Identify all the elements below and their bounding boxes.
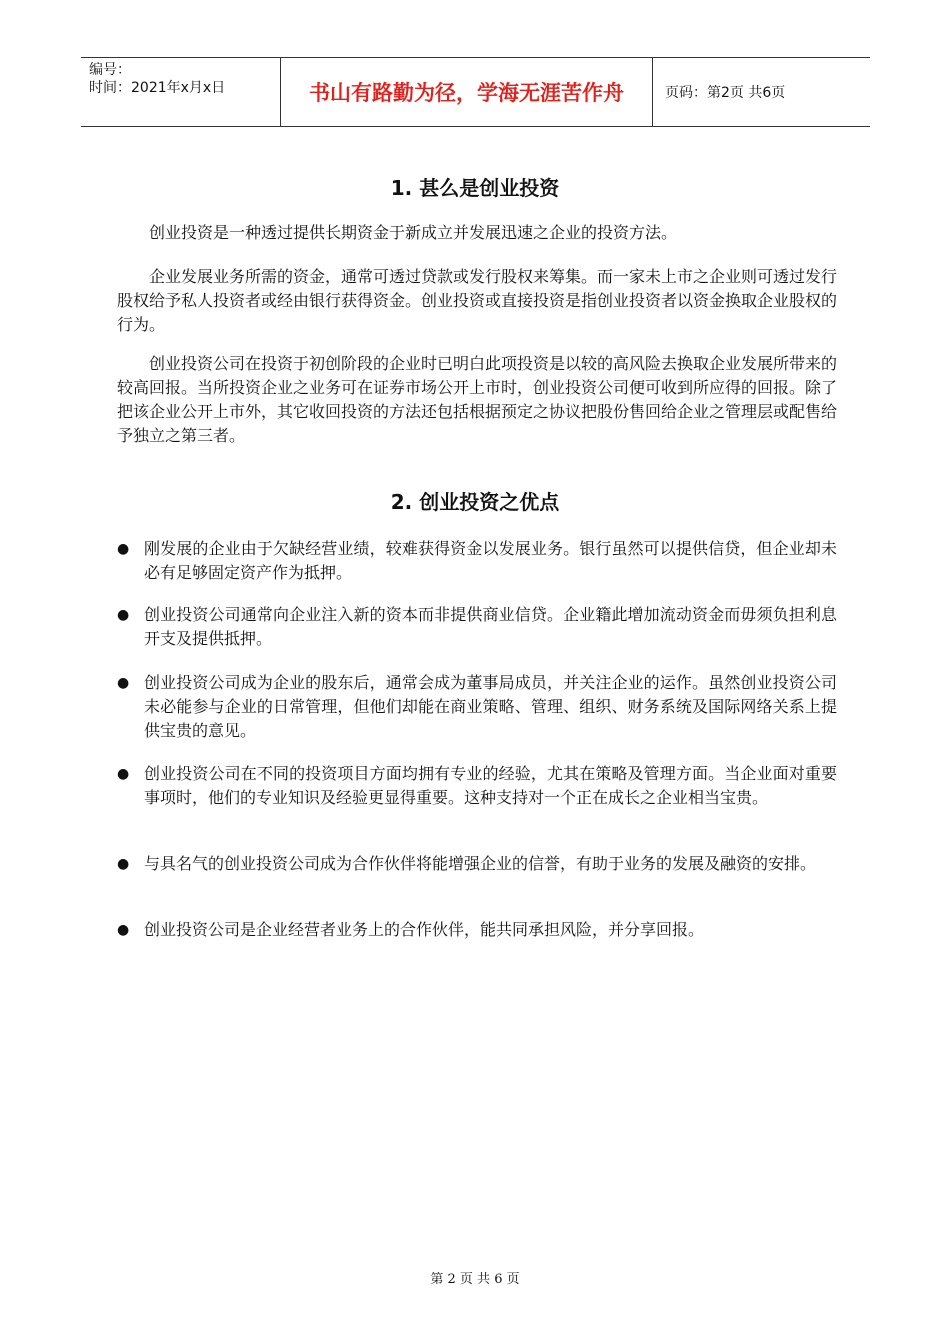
list-item-text: 创业投资公司通常向企业注入新的资本而非提供商业信贷。企业籍此增加流动资金而毋须负担利息开支及提供抵押。 [144,605,837,648]
header-page-info: 页码：第2页 共6页 [665,85,786,101]
bullet-icon: ● [117,541,130,557]
page-footer: 第 2 页 共 6 页 [430,1272,520,1287]
header-motto: 书山有路勤为径，学海无涯苦作舟 [281,58,653,126]
bullet-icon: ● [117,922,130,938]
section-1-title: 1. 甚么是创业投资 [390,176,560,200]
section-1-paragraph: 创业投资公司在投资于初创阶段的企业时已明白此项投资是以较的高风险去换取企业发展所带来的较高回报。当所投资企业之业务可在证券市场公开上市时，创业投资公司便可收到所应得的回报。除了把该企业公开上市外，其它收回投资的方法还包括根据预定之协议把股份售回给企业之管理层或配售给予独立之第三者。 [117,354,838,445]
list-item-text: 创业投资公司成为企业的股东后，通常会成为董事局成员，并关注企业的运作。虽然创业投资公司未必能参与企业的日常管理，但他们却能在商业策略、管理、组织、财务系统及国际网络关系上提供宝贵的意见。 [144,673,837,740]
list-item-text: 创业投资公司在不同的投资项目方面均拥有专业的经验，尤其在策略及管理方面。当企业面对重要事项时，他们的专业知识及经验更显得重要。这种支持对一个正在成长之企业相当宝贵。 [144,764,837,807]
bullet-icon: ● [117,675,130,691]
section-1-paragraph: 创业投资是一种透过提供长期资金于新成立并发展迅速之企业的投资方法。 [149,223,678,242]
list-item-text: 创业投资公司是企业经营者业务上的合作伙伴，能共同承担风险，并分享回报。 [144,920,705,939]
section-1-paragraph: 企业发展业务所需的资金，通常可透过贷款或发行股权来筹集。而一家未上市之企业则可透过发行股权给予私人投资者或经由银行获得资金。创业投资或直接投资是指创业投资者以资金换取企业股权的行为。 [117,267,838,334]
list-item [117,671,837,743]
document-number-label: 编号： [89,62,131,78]
list-item [117,603,837,651]
header-meta [81,58,281,126]
page-header [81,57,870,127]
bullet-icon: ● [117,766,130,782]
document-time-label: 时间：2021年x月x日 [89,80,226,96]
list-item-text: 刚发展的企业由于欠缺经营业绩，较难获得资金以发展业务。银行虽然可以提供信贷，但企业却未必有足够固定资产作为抵押。 [144,539,837,582]
section-2-title: 2. 创业投资之优点 [390,490,560,514]
list-item [117,918,837,942]
list-item-text: 与具名气的创业投资公司成为合作伙伴将能增强企业的信誉，有助于业务的发展及融资的安排。 [144,854,817,873]
list-item [117,762,837,810]
list-item [117,852,837,876]
bullet-icon: ● [117,607,130,623]
list-item [117,537,837,585]
bullet-icon: ● [117,856,130,872]
